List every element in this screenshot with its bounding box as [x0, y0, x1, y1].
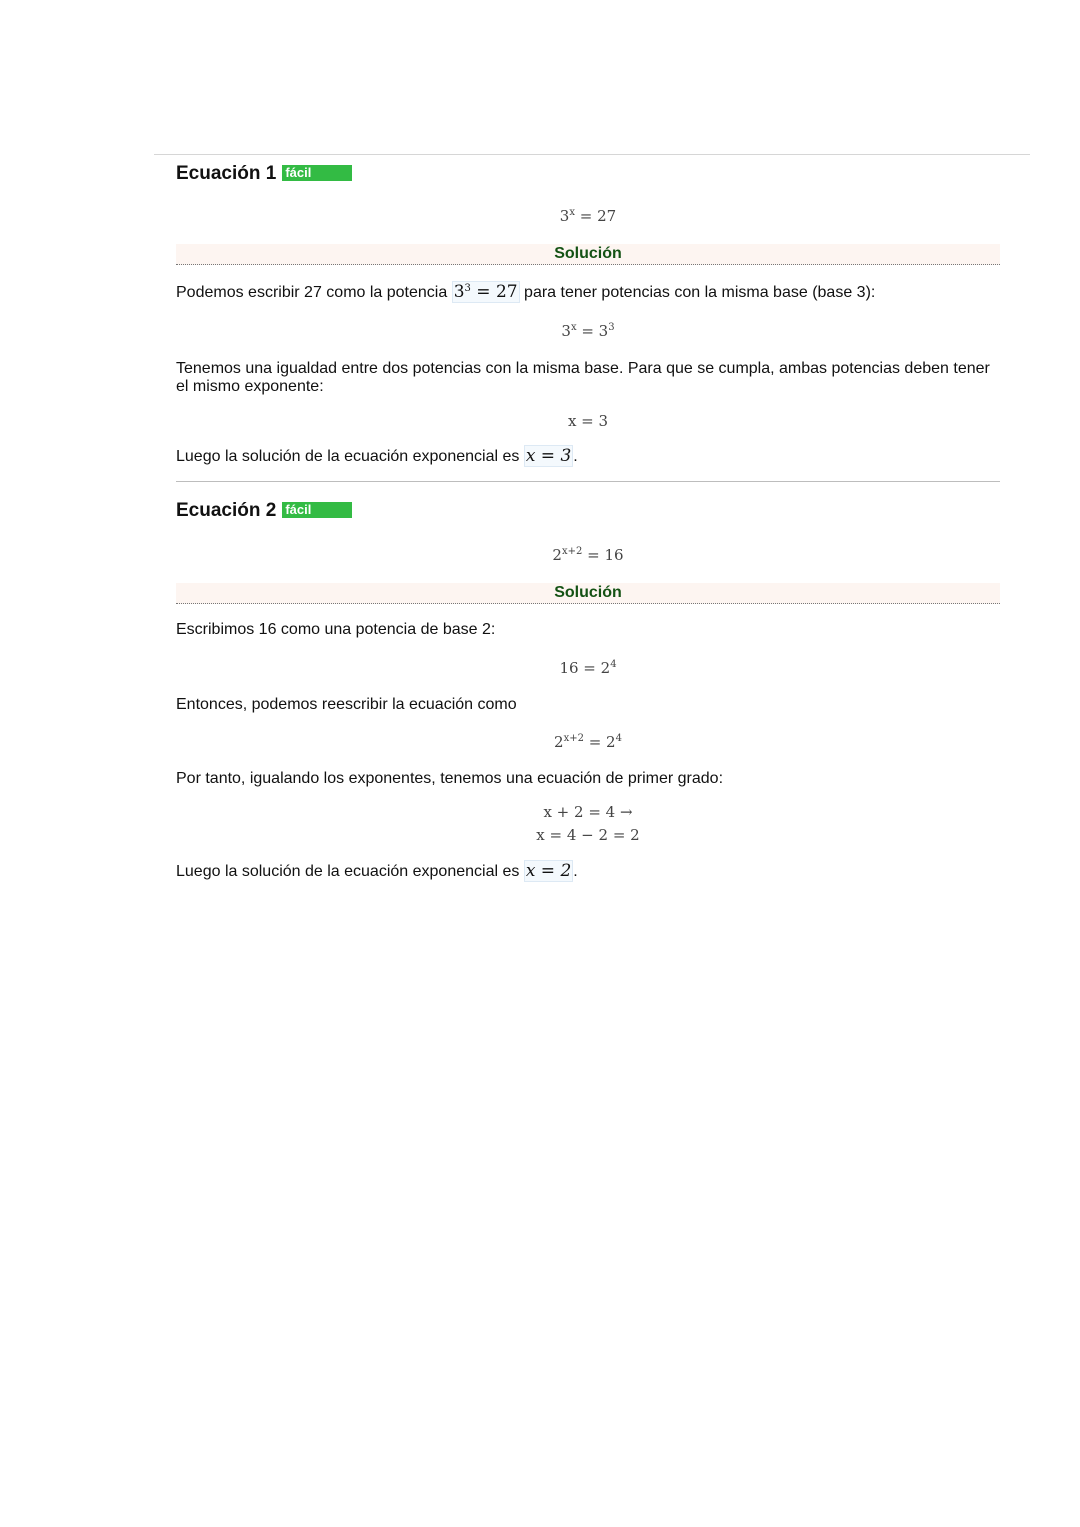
solution-header[interactable]: Solución — [176, 244, 1000, 265]
paragraph: Entonces, podemos reescribir la ecuación como — [176, 696, 517, 713]
equation-1-statement: $3^x = 27$ — [559, 207, 617, 225]
paragraph: Podemos escribir 27 como la potencia $3^3 = 27$ para tener potencias con la misma base (base 3): — [176, 282, 876, 302]
display-math-line-2: x = 4 − 2 = 2 — [536, 826, 640, 844]
equation-2-heading — [176, 500, 352, 522]
display-math: $16 = 2^4$ — [559, 659, 617, 677]
paragraph: Escribimos 16 como una potencia de base 2: — [176, 621, 496, 638]
inline-math: x = 2 — [525, 861, 572, 881]
difficulty-badge: fácil — [282, 165, 352, 181]
top-rule — [154, 154, 1030, 155]
inline-math: x = 3 — [525, 446, 572, 466]
equation-2-title: Ecuación 2 — [176, 500, 277, 521]
equation-2-statement: $2^{x+2} = 16$ — [552, 546, 624, 564]
display-math: $3^x = 3^3$ — [561, 322, 615, 340]
equation-1-heading — [176, 163, 352, 185]
paragraph: Por tanto, igualando los exponentes, tenemos una ecuación de primer grado: — [176, 770, 724, 787]
paragraph: Luego la solución de la ecuación exponencial es x = 2 . — [176, 861, 578, 881]
display-math: x = 3 — [567, 412, 609, 430]
inline-math: $3^3 = 27$ — [453, 282, 518, 302]
paragraph: Luego la solución de la ecuación exponencial es x = 3 . — [176, 446, 578, 466]
display-math-line-1: x + 2 = 4 → — [543, 803, 633, 821]
solution-header[interactable]: Solución — [176, 583, 1000, 604]
equation-1-title: Ecuación 1 — [176, 163, 277, 184]
difficulty-badge: fácil — [282, 502, 352, 518]
section-divider — [176, 481, 1000, 482]
display-math: $2^{x+2} = 2^4$ — [554, 733, 622, 751]
paragraph: Tenemos una igualdad entre dos potencias con la misma base. Para que se cumpla, ambas potencias deben tener el mismo exponente: — [176, 360, 990, 395]
